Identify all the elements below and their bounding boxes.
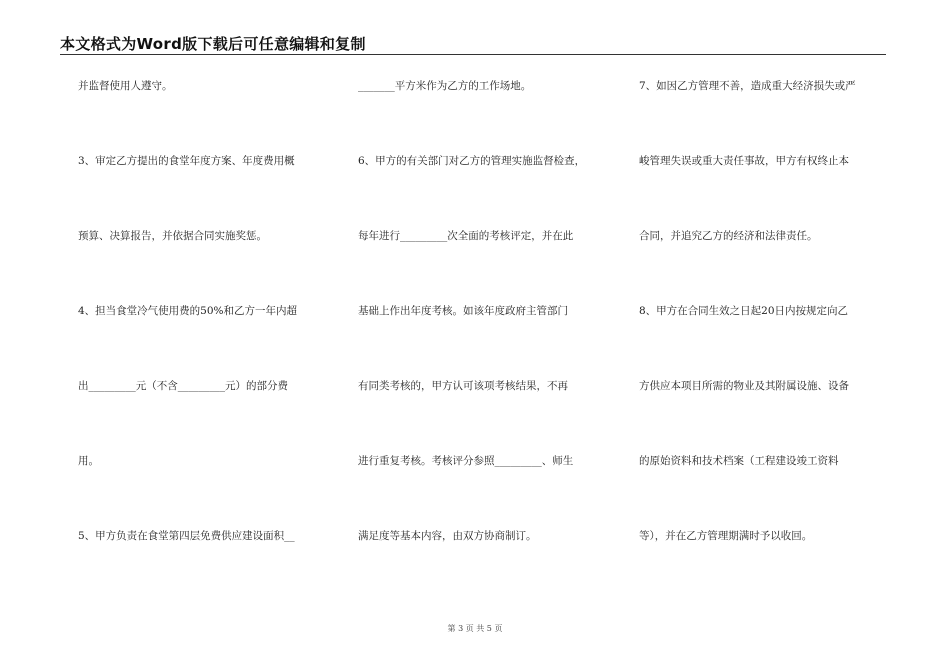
text-line: 8、甲方在合同生效之日起20日内按规定向乙 xyxy=(639,305,849,317)
text-line: 5、甲方负责在食堂第四层免费供应建设面积__ xyxy=(78,530,295,542)
text-line: 7、如因乙方管理不善，造成重大经济损失或严 xyxy=(639,80,856,92)
text-line: 并监督使用人遵守。 xyxy=(78,80,173,92)
page-number: 第 3 页 共 5 页 xyxy=(447,624,503,633)
text-line: 基础上作出年度考核。如该年度政府主管部门 xyxy=(358,305,568,317)
text-line: 进行重复考核。考核评分参照_________、师生 xyxy=(358,455,574,467)
text-line: 满足度等基本内容，由双方协商制订。 xyxy=(358,530,537,542)
text-line: 用。 xyxy=(78,455,99,467)
text-line: _______平方米作为乙方的工作场地。 xyxy=(358,80,532,92)
text-line: 有同类考核的，甲方认可该项考核结果，不再 xyxy=(358,380,568,392)
text-line: 合同，并追究乙方的经济和法律责任。 xyxy=(639,230,818,242)
text-line: 出_________元（不含_________元）的部分费 xyxy=(78,380,288,392)
text-line: 峻管理失误或重大责任事故，甲方有权终止本 xyxy=(639,155,849,167)
text-line: 等），并在乙方管理期满时予以收回。 xyxy=(639,530,813,542)
document-header-title: 本文格式为Word版下载后可任意编辑和复制 xyxy=(60,35,366,53)
header-divider xyxy=(60,54,886,55)
text-line: 预算、决算报告，并依据合同实施奖惩。 xyxy=(78,230,267,242)
text-line: 6、甲方的有关部门对乙方的管理实施监督检查， xyxy=(358,155,586,167)
text-line: 的原始资料和技术档案（工程建设竣工资料 xyxy=(639,455,839,467)
text-line: 每年进行_________次全面的考核评定，并在此 xyxy=(358,230,574,242)
text-line: 方供应本项目所需的物业及其附属设施、设备 xyxy=(639,380,849,392)
text-line: 4、担当食堂冷气使用费的50%和乙方一年内超 xyxy=(78,305,298,317)
text-line: 3、审定乙方提出的食堂年度方案、年度费用概 xyxy=(78,155,295,167)
